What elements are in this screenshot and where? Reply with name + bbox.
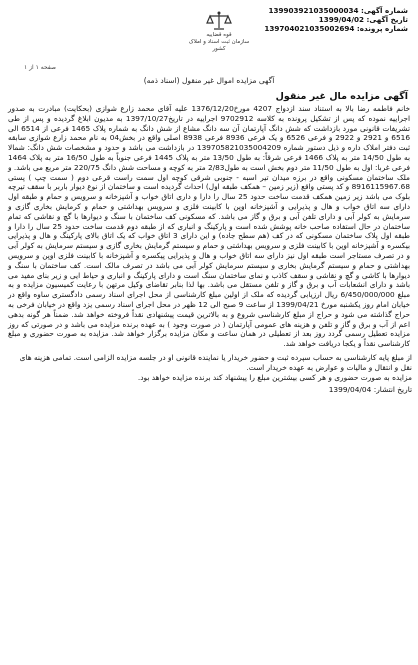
file-number-row: شماره پرونده: 139704021035002694 [264, 24, 408, 33]
document-title: آگهی مزایده مال غیر منقول [275, 91, 408, 102]
document-subtitle: آگهی مزایده اموال غیر منقول (اسناد ذمه) [143, 76, 275, 85]
document-header [6, 4, 412, 76]
ad-number: 139903921035000034 [268, 6, 359, 15]
scales-emblem-icon [205, 10, 233, 32]
footer-paragraph-1: از مبلغ پایه کارشناسی به حساب سپرده ثبت و حضور خریدار یا نماینده قانونی او در جلسه مزایده الزامی است. تمامی هزینه های نقل و انتقال و مالیات و عوارض به عهده خریدار است. [19, 352, 412, 372]
file-number-label: شماره پرونده [359, 24, 408, 33]
logo-caption-2: سازمان ثبت اسناد و املاک کشور [188, 39, 250, 52]
footer-paragraph-2: مزایده به صورت حضوری و هر کسی بیشترین مبلغ را پیشنهاد کند برنده مزایده خواهد بود. [137, 372, 412, 382]
ad-date: 1399/04/02 [318, 15, 365, 24]
document-meta [264, 6, 408, 33]
ad-number-row: شماره آگهی: 139903921035000034 [268, 6, 408, 15]
ad-number-label: شماره آگهی [363, 6, 408, 15]
file-number: 139704021035002694 [264, 24, 355, 33]
page-indicator: صفحه ۱ از ۱ [24, 64, 56, 71]
document-footer [6, 353, 412, 395]
ad-date-row: تاریخ آگهی: 1399/04/02 [318, 15, 408, 24]
ad-date-label: تاریخ آگهی [369, 15, 408, 24]
judiciary-logo [184, 10, 254, 53]
publish-date-row: تاریخ انتشار: 1399/04/04 [328, 384, 412, 394]
document-body: خانم فاطمه رضا بالا به استناد سند ازدواج 4207 مورخ1376/12/20 علیه آقای محمد زارع شوازی (بحکایت) مبادرت به صدور اجراییه نموده که پس از تشکیل پرونده به کلاسه 9702912 اجراییه در تاریخ1397/10/27 به مدیون ابلاغ گردیده و پس از طی تشریفات قانونی مورد بازداشت که شش دانگ آپارتمان آن سه دانگ مشاع از شش دانگ به شماره پلاک 1465 فرعی از 6514 الی 6516 و 2921 و 2922 و فرعی 6526 و یک فرعی 8936 فرعی 8938 اصلی واقع در بخش04 به نام محمد زارع شوازی سابقه ثبت دفتر املاک داره و ذیل دستور شماره 139705821035004209 در بازداشت می باشد و حدود و مشخصات شش دانگ: شمالا به طول 14/50 متر به پلاک 1466 فرعی شرقاً: به طول 13/50 متر به پلاک 1445 فرعی جنوباً به طول 16/50 متر به پلاک 1464 فرعی غربا: اول به طول 11/50 متر دوم بخش است به طول2/83 متر به کوچه و مساحت شش دانگ 220/75 متر مربع می باشد. و ملک ساختمان مسکونی واقع در برزه میدان تیر اسبه - جنوبی شرقی کوچه اول سمت راست قرعی دوم ( سمت چپ ) پستی 8916115967.68 و کد پستی واقع (زیر زمین – همکف طبقه اول) احداث گردیده است و ساختمان از نوع دیوار باربر با سقف تیرچه بلوک می باشد زیر زمین همکف قدمت ساخت حدود 25 سال را دارا و داری اتاق خواب و آشپزخانه و سرویس و حمام و طبقه اول دارای سه اتاق خواب و هال و پذیرایی و آشپزخانه اوپن با کابینت فلزی و سرویس بهداشتی و حمام و کرمایش بخاری گازی و سرمایش به کولر آبی و دارای تلفن آبی و برق و گاز می باشد. که مسکونی کف ساختمان با سنگ و دیوارها با گچ و نقاشی که تمام ساختمان در حال استفاده صاحب خانه پوشش شده است و پارکینگ و انباری که از طبقه دوم قدمت ساخت حدود 25 سال را دارا و طبقه اول پلاک ساختمان مسکونی که در کف (هم سطح جاده) و این دارای 3 اتاق خواب که یک اتاق بالای پارکینگ و هال و پذیرایی بیکسره و آشپزخانه اوپن با کابینت فلزی و سرویس بهداشتی و حمام و سیستم گرمایش بخاری گازی و سیستم سرمایش به کولر آبی و در تصرف مستاجر است طبقه اول نیز دارای سه اتاق خواب و هال و پذیرایی پیکسره و آشپزخانه با کابینت فلزی اوپن و سرویس بهداشتی و حمام و سیستم گرمایش بخاری و سیستم سرمایش کولر آبی می باشد در تصرف مالک است. کف ساختمان با سنگ و دیوارها با کاشی و گچ و نقاشی و سقف کاذب و نمای ساختمان سنگ است و دارای پارکینگ و انباری و حیاط ایی و زیر بنای مفید می باشد و دارای انشعابات آب و برق و گاز و تلفن مستقل می باشد. بها لذا بنابر تقاضای وکیل مرتهن با رعایت کمیسیون مزایده و به مبلغ 6/450/000/000 ریال ارزیابی گردیده که ملک از اولین مبلغ کارشناسی از محل اجرای اسناد رسمی دادگستری ساوه واقع در خیابان امام روز یکشنبه مورخ 1399/04/21 از ساعت 9 صبح الی 12 ظهر در محل اجرای اسناد رسمی یزد واقع در خیابان فرخی به حراج گذاشته می شود و حراج از مبلغ کارشناسی شروع و به بالاترین قیمت پیشنهادی نقداً فروخته خواهد شد. ضمناً هر گونه بدهی اعم از آب و برق و گاز و تلفن و هزینه های عمومی آپارتمان ( در صورت وجود ) به عهده برنده مزایده می باشد و در صورتی که روز مزایده تعطیل رسمی گردد روز بعد از تعطیلی در همان ساعت و مکان مزایده برگزار خواهد شد. مزایده به صورت حضوری و مبلغ کارشناسی نقداً و یکجا دریافت خواهد شد. [7, 104, 410, 349]
publish-date: 1399/04/04 [328, 384, 372, 394]
logo-caption-1: قوه قضاییه [206, 32, 232, 38]
publish-date-label: تاریخ انتشار [376, 384, 412, 394]
